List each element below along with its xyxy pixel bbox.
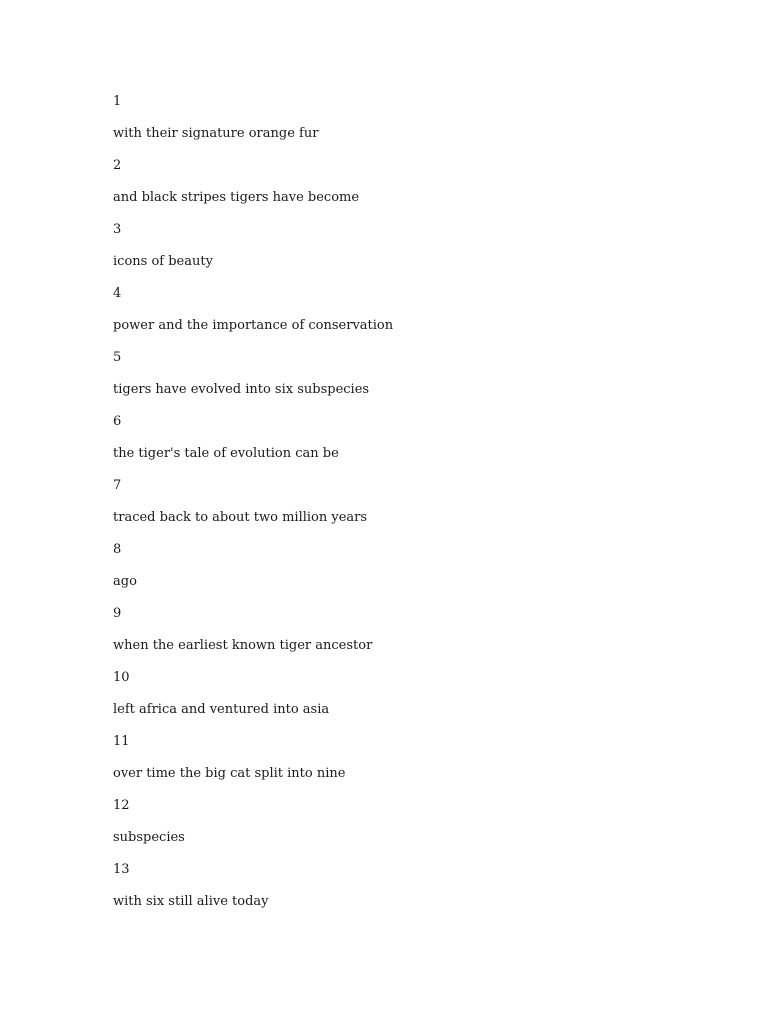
caption-text-12: subspecies	[113, 830, 185, 845]
line-number-2: 2	[113, 158, 122, 173]
line-number-3: 3	[113, 222, 122, 237]
caption-text-11: over time the big cat split into nine	[113, 766, 346, 781]
transcript-page	[113, 93, 713, 925]
line-number-12: 12	[113, 798, 130, 813]
caption-text-5: tigers have evolved into six subspecies	[113, 382, 370, 397]
caption-text-9: when the earliest known tiger ancestor	[113, 638, 373, 653]
caption-text-7: traced back to about two million years	[113, 510, 368, 525]
line-number-11: 11	[113, 734, 130, 749]
caption-text-8: ago	[113, 574, 137, 589]
caption-text-4: power and the importance of conservation	[113, 318, 394, 333]
line-number-4: 4	[113, 286, 122, 301]
caption-text-3: icons of beauty	[113, 254, 213, 269]
caption-text-10: left africa and ventured into asia	[113, 702, 330, 717]
caption-text-6: the tiger's tale of evolution can be	[113, 446, 339, 461]
caption-text-1: with their signature orange fur	[113, 126, 319, 141]
line-number-9: 9	[113, 606, 122, 621]
line-number-5: 5	[113, 350, 122, 365]
line-number-10: 10	[113, 670, 130, 685]
line-number-8: 8	[113, 542, 122, 557]
line-number-13: 13	[113, 862, 130, 877]
caption-text-2: and black stripes tigers have become	[113, 190, 360, 205]
caption-text-13: with six still alive today	[113, 894, 269, 909]
line-number-7: 7	[113, 478, 122, 493]
line-number-1: 1	[113, 94, 122, 109]
line-number-6: 6	[113, 414, 122, 429]
